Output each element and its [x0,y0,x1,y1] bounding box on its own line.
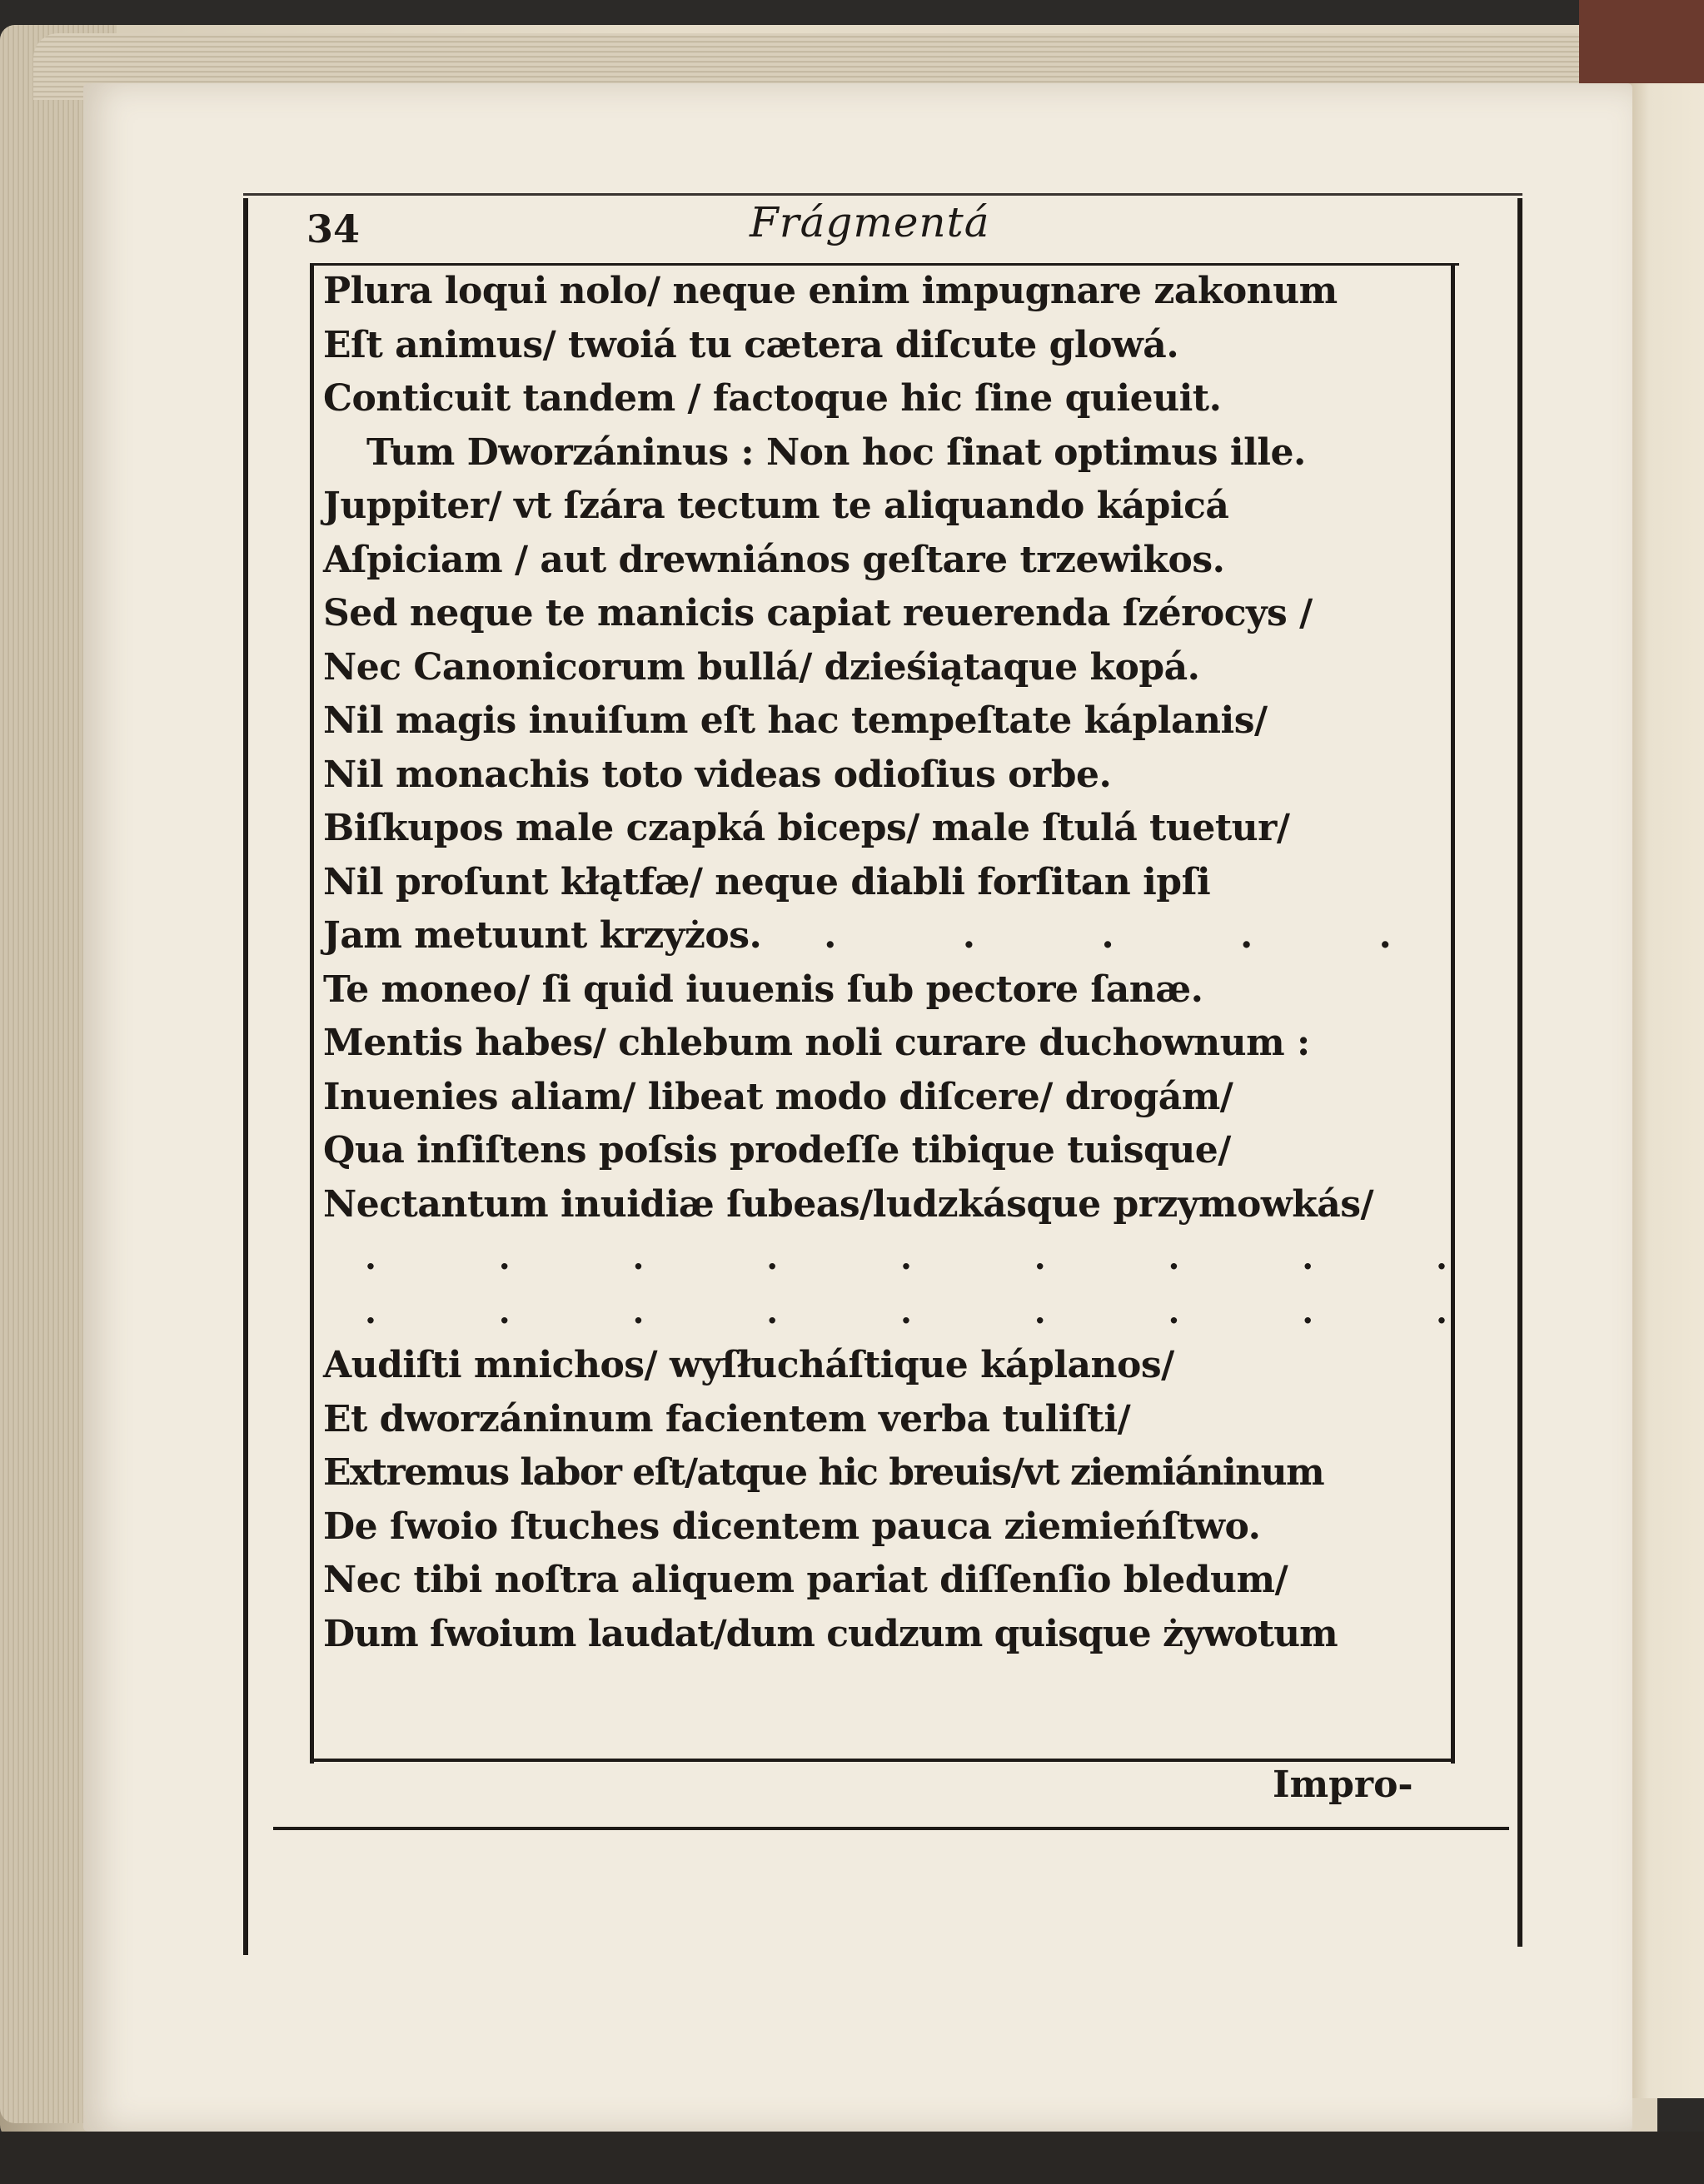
verse-line: Biſkupos male czapká biceps/ male ſtulá tuetur/ [323,807,1290,849]
ellipsis-row [323,1231,1456,1286]
ellipsis-dot: . [766,1238,779,1277]
verse-line: Audiſti mnichos/ wyſłucháſtique káplanos/ [323,1344,1174,1386]
verse-line-text: Jam metuunt krzyżos. [323,914,762,957]
verse-line: Et dworzáninum facientem verba tuliſti/ [323,1397,1131,1440]
facing-page-edge [1626,83,1704,2098]
verse-line: Extremus labor eſt/atque hic breuis/vt ziemiáninum [323,1451,1324,1494]
book-cover-bottom [0,2132,1704,2184]
ellipsis-dot: . [1302,1238,1314,1277]
verse-line: Te moneo/ ſi quid iuuenis ſub pectore ſanæ. [323,968,1203,1011]
ellipsis-dot: . [1034,1291,1046,1331]
frame-right-rule [1517,198,1522,1947]
verse-line: Aſpiciam / aut drewniános geſtare trzewikos. [323,538,1225,581]
running-head: Frágmentá [750,198,990,246]
verse-line: Conticuit tandem / factoque hic ſine quieuit. [323,377,1222,420]
text-frame-left [310,265,314,1764]
frame-top-rule [243,193,1522,196]
verse-line: Plura loqui nolo/ neque enim impugnare zakonum [323,270,1338,312]
verse-line: Nil monachis toto videas odioſius orbe. [323,753,1112,796]
text-frame-bottom [310,1759,1455,1762]
ellipsis-dot: . [900,1238,912,1277]
verse-line: Qua inſiſtens poſsis prodeſſe tibique tuisque/ [323,1129,1231,1172]
verse-line: Juppiter/ vt ſzára tectum te aliquando kápicá [323,485,1229,527]
ellipsis-dot: . [1302,1291,1314,1331]
ellipsis-dot: . [365,1238,376,1277]
ellipsis-dot: . [632,1238,645,1277]
verse-line: Nec tibi noſtra aliquem pariat diſſenſio bledum/ [323,1559,1288,1601]
verse-line: Eſt animus/ twoiá tu cætera diſcute glowá. [323,323,1179,366]
verse-line: Dum ſwoium laudat/dum cudzum quisque żywotum [323,1612,1338,1655]
ellipsis-dots: . . . . . [824,914,1407,957]
verse-line: Nil proſunt kłątfæ/ neque diabli forſitan ipſi [323,860,1211,903]
ellipsis-dot: . [365,1291,376,1331]
ellipsis-dot: . [1168,1291,1180,1331]
verse-line: De ſwoio ſtuches dicentem pauca ziemieńſtwo. [323,1505,1261,1548]
catchword: Impro- [1273,1764,1413,1806]
verse-line: Tum Dworzáninus : Non hoc ſinat optimus ille. [366,430,1306,474]
page-number: 34 [306,206,361,251]
ellipsis-dot: . [498,1291,511,1331]
verse-line-with-ellipsis [323,909,1456,963]
foot-rule [273,1827,1509,1830]
ellipsis-dot: . [1436,1291,1447,1331]
ellipsis-dot: . [632,1291,645,1331]
ellipsis-dot: . [1436,1238,1447,1277]
ellipsis-dot: . [1034,1238,1046,1277]
ellipsis-row [323,1286,1456,1340]
verse-line: Nec Canonicorum bullá/ dzieśiątaque kopá. [323,645,1200,689]
verse-line: Inuenies aliam/ libeat modo diſcere/ drogám/ [323,1075,1233,1118]
ellipsis-dot: . [766,1291,779,1331]
ellipsis-dot: . [498,1238,511,1277]
verse-line: Sed neque te manicis capiat reuerenda ſzérocys / [323,592,1313,634]
verse-line: Nectantum inuidiæ ſubeas/ludzkásque przymowkás/ [323,1182,1374,1226]
verse-line: Mentis habes/ chlebum noli curare duchownum : [323,1022,1310,1064]
ellipsis-dot: . [1168,1238,1180,1277]
verse-text [323,265,1456,1661]
ellipsis-dot: . [900,1291,912,1331]
frame-left-rule [243,198,248,1955]
verse-line: Nil magis inuiſum eſt hac tempeſtate káplanis/ [323,699,1268,742]
